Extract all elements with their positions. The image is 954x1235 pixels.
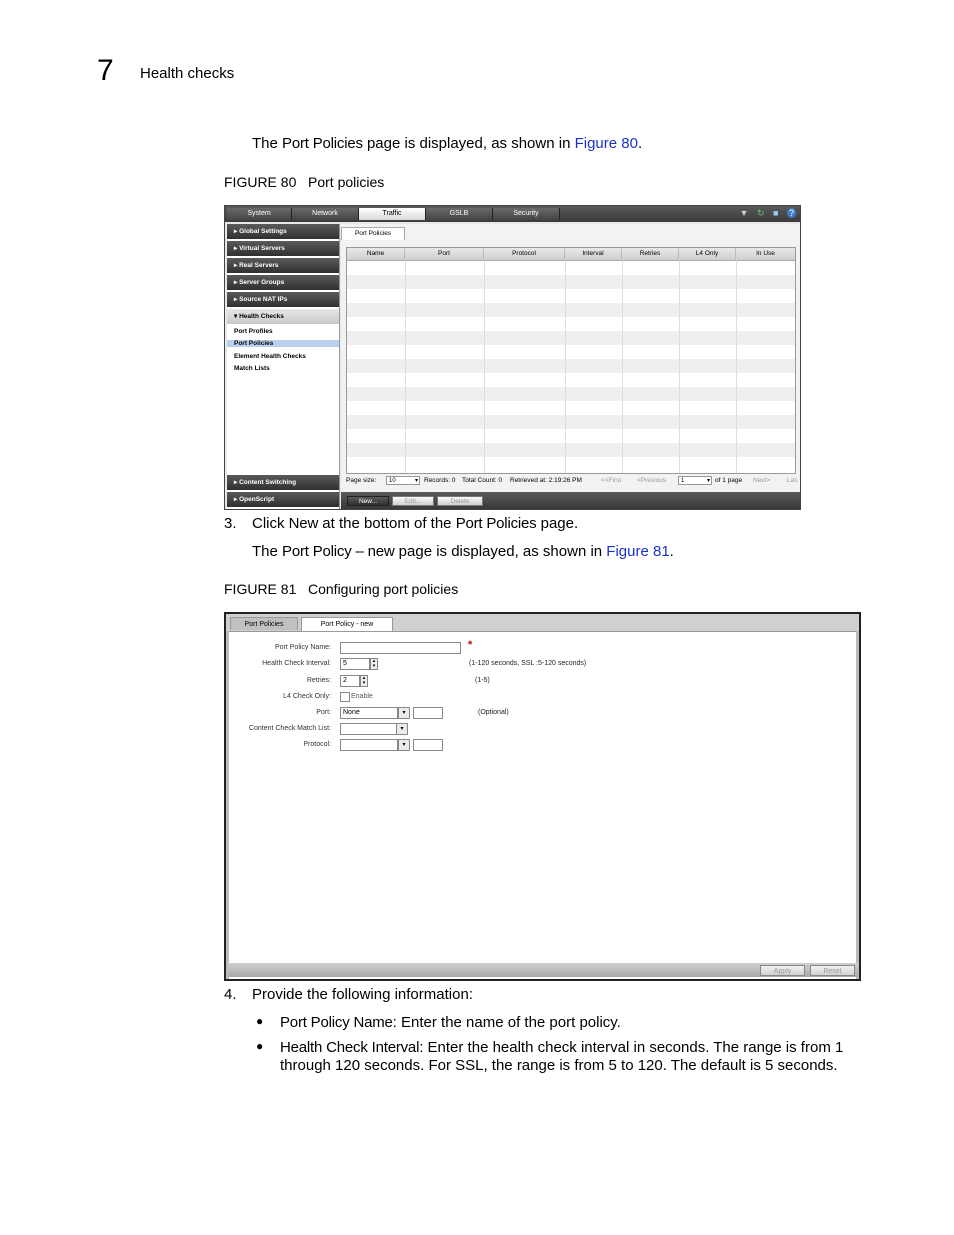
page-size-label: Page size:: [346, 477, 377, 484]
l4-enable-checkbox[interactable]: [340, 692, 350, 702]
l4-check-only-label: L4 Check Only:: [283, 693, 331, 700]
step3b-bold: Port Policy – new: [282, 543, 395, 560]
sidebar-header-real-servers[interactable]: ▸ Real Servers: [227, 258, 339, 273]
table-row: [347, 331, 795, 345]
step3-bold-new: New: [288, 515, 319, 532]
tab-bar: [226, 614, 859, 632]
page-number-select[interactable]: [678, 476, 712, 485]
column-header[interactable]: Protocol: [484, 248, 565, 260]
last-page-link[interactable]: Las: [787, 477, 798, 484]
sidebar-header-content-switching[interactable]: ▸ Content Switching: [227, 475, 339, 490]
step4-text: Provide the following information:: [252, 986, 473, 1003]
sidebar-header-virtual-servers[interactable]: ▸ Virtual Servers: [227, 241, 339, 256]
reset-button[interactable]: Reset: [810, 965, 855, 976]
chapter-number: 7: [97, 54, 114, 87]
figure80-link[interactable]: Figure 80: [574, 135, 638, 152]
bullet-desc: : Enter the name of the port policy.: [392, 1014, 621, 1031]
step3-text-post: page.: [536, 515, 579, 532]
port-policies-grid: [346, 247, 796, 474]
table-row: [347, 401, 795, 415]
bullet-icon: ●: [256, 1039, 264, 1053]
intro-text-mid: page is displayed, as shown in: [362, 135, 575, 152]
tab-network[interactable]: Network: [292, 208, 359, 220]
tab-gslb[interactable]: GSLB: [426, 208, 493, 220]
sidebar-header-label: Global Settings: [239, 228, 287, 235]
edit-button[interactable]: Edit...: [392, 496, 434, 506]
match-list-select[interactable]: [340, 723, 398, 735]
interval-hint: (1-120 seconds, SSL :5-120 seconds): [469, 660, 587, 667]
chevron-down-icon: ▾: [414, 478, 418, 484]
retries-spinner[interactable]: ▴ ▾: [360, 675, 368, 687]
content-check-match-list-label: Content Check Match List:: [248, 725, 331, 732]
column-header[interactable]: L4 Only: [679, 248, 736, 260]
retries-hint: (1-5): [475, 677, 490, 684]
previous-page-link[interactable]: <Previous: [637, 477, 667, 484]
figure80-caption: [224, 174, 384, 190]
tab-port-policies[interactable]: Port Policies: [230, 617, 298, 630]
step3-text-mid: at the bottom of the: [318, 515, 456, 532]
main-panel: [341, 224, 800, 509]
page-count: of 1 page: [715, 477, 743, 484]
table-row: [347, 303, 795, 317]
chevron-down-icon[interactable]: ▾: [398, 707, 410, 719]
first-page-link[interactable]: <<First: [601, 477, 622, 484]
page-number-value: 1: [681, 478, 685, 484]
table-row: [347, 373, 795, 387]
step3: [224, 514, 237, 534]
table-row: [347, 275, 795, 289]
protocol-extra-input[interactable]: [413, 739, 443, 751]
table-row: [347, 359, 795, 373]
save-icon[interactable]: ■: [773, 208, 779, 218]
bullet-icon: ●: [256, 1014, 264, 1028]
action-bar: [341, 492, 800, 509]
chevron-down-icon: ▾: [706, 478, 710, 484]
protocol-select[interactable]: [340, 739, 398, 751]
table-row: [347, 261, 795, 275]
table-row: [347, 289, 795, 303]
records-count: Records: 0: [424, 477, 456, 484]
step-number: 3.: [224, 515, 237, 532]
sidebar-header-label: Content Switching: [239, 479, 297, 486]
sidebar-item-port-profiles[interactable]: Port Profiles: [234, 328, 273, 335]
retrieved-time: Retrieved at: 2:19:26 PM: [510, 477, 582, 484]
column-header[interactable]: Port: [405, 248, 484, 260]
refresh-icon[interactable]: ↻: [756, 208, 765, 218]
figure81-title: Configuring port policies: [308, 581, 459, 597]
sidebar-header-label: Source NAT IPs: [239, 296, 288, 303]
port-hint: (Optional): [478, 709, 509, 716]
tab-traffic[interactable]: Traffic: [359, 208, 426, 220]
port-select[interactable]: None: [340, 707, 398, 719]
bullet-health-check-interval: [280, 1038, 843, 1058]
sidebar-header-openscript[interactable]: ▸ OpenScript: [227, 492, 339, 507]
sidebar-header-label: Real Servers: [239, 262, 279, 269]
chapter-title: Health checks: [140, 65, 235, 82]
interval-spinner[interactable]: ▴ ▾: [370, 658, 378, 670]
chevron-down-icon[interactable]: ▾: [398, 739, 410, 751]
sidebar-header-global-settings[interactable]: ▸ Global Settings: [227, 224, 339, 239]
sidebar-item-element-health-checks[interactable]: Element Health Checks: [234, 353, 306, 360]
table-row: [347, 345, 795, 359]
column-divider: [622, 260, 623, 473]
total-count: Total Count: 0: [462, 477, 503, 484]
bullet-health-check-interval-cont: through 120 seconds. For SSL, the range is from 5 to 120. The default is 5 seconds.: [280, 1057, 838, 1074]
figure81-label: FIGURE 81: [224, 581, 297, 597]
column-header[interactable]: Retries: [622, 248, 679, 260]
column-divider: [679, 260, 680, 473]
tab-system[interactable]: System: [227, 208, 292, 220]
protocol-label: Protocol:: [303, 741, 331, 748]
table-row: [347, 387, 795, 401]
step3b-text-mid: page is displayed, as shown in: [394, 543, 607, 560]
sidebar-header-label: Server Groups: [239, 279, 285, 286]
column-divider: [484, 260, 485, 473]
column-divider: [736, 260, 737, 473]
step3b-text: [252, 542, 674, 562]
column-header[interactable]: Name: [347, 248, 405, 260]
figure81-screenshot: [224, 612, 861, 981]
intro-bold: Port Policies: [282, 135, 363, 152]
sidebar-header-health-checks[interactable]: ▾ Health Checks: [227, 309, 339, 324]
step3b-text-post: .: [669, 543, 674, 560]
intro-text-post: .: [637, 135, 643, 152]
step3-text: [252, 514, 578, 534]
health-check-interval-label: Health Check Interval:: [262, 660, 331, 667]
chevron-down-icon[interactable]: ▾: [396, 723, 408, 735]
port-policy-name-input[interactable]: [340, 642, 461, 654]
table-row: [347, 429, 795, 443]
retries-label: Retries:: [306, 677, 331, 684]
column-header[interactable]: In Use: [756, 250, 775, 257]
right-border: [856, 631, 859, 979]
port-label: Port:: [316, 709, 331, 716]
sidebar: [227, 224, 340, 509]
sidebar-header-label: Virtual Servers: [239, 245, 285, 252]
delete-button[interactable]: Delete: [437, 496, 483, 506]
sidebar-header-label: Health Checks: [239, 313, 284, 320]
sidebar-header-label: OpenScript: [239, 496, 275, 503]
l4-enable-label: Enable: [351, 693, 373, 700]
page-size-select[interactable]: [386, 476, 420, 485]
sidebar-header-server-groups[interactable]: ▸ Server Groups: [227, 275, 339, 290]
tab-port-policy-new[interactable]: Port Policy - new: [301, 617, 393, 631]
table-row: [347, 457, 795, 471]
bullet-port-policy-name: [280, 1013, 621, 1033]
retries-input[interactable]: 2: [340, 675, 360, 687]
new-button[interactable]: New...: [347, 496, 389, 506]
table-row: [347, 415, 795, 429]
port-number-input[interactable]: [413, 707, 443, 719]
sidebar-item-match-lists[interactable]: Match Lists: [234, 365, 270, 372]
toolbar-icons: [734, 208, 796, 219]
health-check-interval-input[interactable]: 5: [340, 658, 370, 670]
bullet-desc: : Enter the health check interval in seconds. The range is from 1: [419, 1039, 844, 1056]
column-divider: [405, 260, 406, 473]
bullet-term: Port Policy Name: [280, 1014, 393, 1031]
page-size-value: 10: [389, 478, 396, 484]
required-marker: *: [468, 639, 473, 651]
table-row: [347, 443, 795, 457]
step3b-text-pre: The: [252, 543, 283, 560]
tab-security[interactable]: Security: [493, 208, 560, 220]
column-divider: [565, 260, 566, 473]
figure80-screenshot: [224, 205, 801, 510]
intro-text: The: [252, 135, 283, 152]
port-policy-name-label: Port Policy Name:: [274, 644, 331, 651]
next-page-link[interactable]: Next>: [753, 477, 771, 484]
help-icon[interactable]: ?: [788, 208, 794, 218]
step4-number: 4.: [224, 986, 237, 1003]
column-header[interactable]: Interval: [565, 248, 622, 260]
intro-paragraph: [252, 134, 642, 154]
step3-bold-port-policies: Port Policies: [455, 515, 537, 532]
sidebar-header-source-nat[interactable]: ▸ Source NAT IPs: [227, 292, 339, 307]
action-bar: [228, 963, 858, 977]
table-row: [347, 317, 795, 331]
bullet-term: Health Check Interval: [280, 1039, 420, 1056]
figure80-title: Port policies: [308, 174, 385, 190]
top-nav-bar: [225, 206, 800, 222]
step3-text-pre: Click: [252, 515, 289, 532]
figure81-link[interactable]: Figure 81: [606, 543, 670, 560]
grid-header: [347, 248, 795, 261]
pin-icon[interactable]: ▼: [739, 208, 749, 218]
figure81-caption: [224, 581, 458, 597]
sidebar-item-port-policies[interactable]: Port Policies: [227, 340, 339, 347]
apply-button[interactable]: Apply: [760, 965, 805, 976]
figure80-label: FIGURE 80: [224, 174, 297, 190]
subtab-port-policies[interactable]: Port Policies: [341, 227, 405, 240]
